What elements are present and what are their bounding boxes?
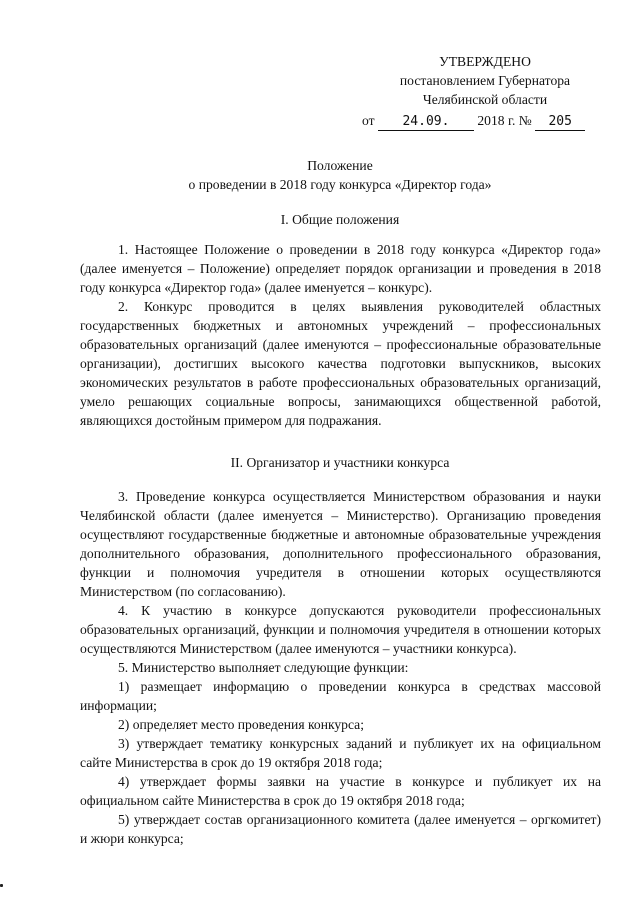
approval-line-1: постановлением Губернатора [399,73,571,88]
list-item: 4) утверждает формы заявки на участие в конкурсе и публикует их на официальном сайте Министерства в срок до 19 октября 2018 года; [80,774,601,808]
section-2-body [80,487,601,848]
paragraph-3: 3. Проведение конкурса осуществляется Министерством образования и науки Челябинской области (далее именуется – Министерство). Организацию проведения осуществляют государственные бюджетные и автономные образовательные учреждения дополнительного образования, дополнительного профессионального образования, функции и полномочия учредителя в отношении которых осуществляются Министерством (по согласованию). [80,489,601,599]
scan-speck [0,884,3,887]
title-line-1: Положение [307,158,373,173]
section-1-body [80,240,601,430]
paragraph-4: 4. К участию в конкурсе допускаются руководители профессиональных образовательных организаций, функции и полномочия учредителя в отношении которых осуществляются Министерством (далее именуются – участники конкурса). [80,603,601,656]
list-item: 5) утверждает состав организационного комитета (далее именуется – оргкомитет) и жюри конкурса; [80,812,601,846]
list-item: 2) определяет место проведения конкурса; [118,717,364,732]
year-label: 2018 г. № [477,113,532,128]
list-item: 1) размещает информацию о проведении конкурса в средствах массовой информации; [80,679,601,713]
handwritten-number: 205 [535,114,585,131]
from-label: от [362,113,375,128]
section-1-heading: I. Общие положения [280,212,400,227]
title-line-2: о проведении в 2018 году конкурса «Директор года» [188,177,492,192]
paragraph-1: 1. Настоящее Положение о проведении в 2018 году конкурса «Директор года» (далее именуется – Положение) определяет порядок организации и проведения в 2018 году конкурса «Директор года» (далее именуется – конкурс). [80,242,601,295]
list-item: 3) утверждает тематику конкурсных заданий и публикует их на официальном сайте Министерства в срок до 19 октября 2018 года; [80,736,601,770]
approval-date-line [360,111,610,131]
approval-heading: УТВЕРЖДЕНО [439,54,531,69]
paragraph-5: 5. Министерство выполняет следующие функции: [118,660,409,675]
approval-line-2: Челябинской области [422,92,548,107]
handwritten-date: 24.09. [378,114,474,131]
paragraph-2: 2. Конкурс проводится в целях выявления руководителей областных государственных бюджетных и автономных учреждений – профессиональных образовательных организаций (далее именуются – профессиональные образовательные организации), достигших высокого качества подготовки выпускников, высоких экономических результатов в работе профессиональных образовательных организаций, умело решающих социальные вопросы, занимающихся общественной работой, являющихся достойным примером для подражания. [80,299,601,428]
section-2-heading: II. Организатор и участники конкурса [230,455,450,470]
approval-stamp [360,52,610,131]
document-title [80,156,600,194]
